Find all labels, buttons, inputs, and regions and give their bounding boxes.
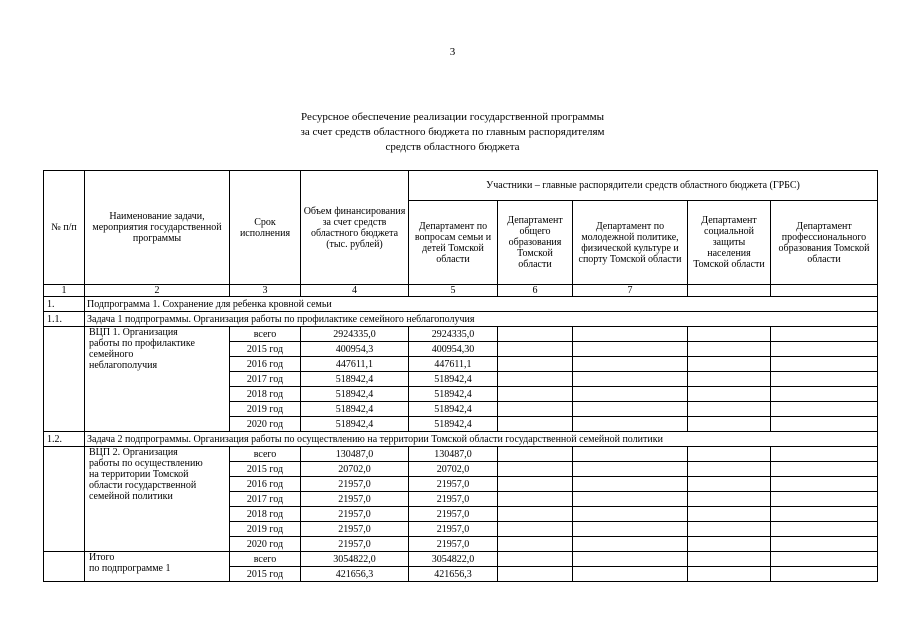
section-title: Подпрограмма 1. Сохранение для ребенка кровной семьи xyxy=(85,297,878,312)
header-participants: Участники – главные распорядители средств областного бюджета (ГРБС) xyxy=(409,171,878,201)
col-index: 1 xyxy=(44,285,85,297)
header-dep-education: Департамент общего образования Томской области xyxy=(498,201,573,285)
volume-cell: 447611,1 xyxy=(301,357,409,372)
page-number: 3 xyxy=(449,46,456,58)
volume-cell: 518942,4 xyxy=(301,417,409,432)
term-cell: всего xyxy=(230,447,301,462)
volume-cell: 130487,0 xyxy=(301,447,409,462)
volume-cell: 3054822,0 xyxy=(301,552,409,567)
dep1-cell: 518942,4 xyxy=(409,387,498,402)
title-line: средств областного бюджета xyxy=(385,141,520,153)
table-row xyxy=(44,552,878,567)
dep1-cell: 518942,4 xyxy=(409,402,498,417)
title-line: Ресурсное обеспечение реализации государственной программы xyxy=(301,111,604,123)
header-volume: Объем финансирования за счет средств областного бюджета (тыс. рублей) xyxy=(301,171,409,285)
section-row xyxy=(44,432,878,447)
section-row xyxy=(44,312,878,327)
term-cell: 2019 год xyxy=(230,402,301,417)
header-num: № п/п xyxy=(44,171,85,285)
section-number: 1. xyxy=(44,297,85,312)
col-index: 3 xyxy=(230,285,301,297)
volume-cell: 518942,4 xyxy=(301,402,409,417)
section-title: Задача 2 подпрограммы. Организация работы по осуществлению на территории Томской области государственной семейной политики xyxy=(85,432,878,447)
dep1-cell: 421656,3 xyxy=(409,567,498,582)
dep1-cell: 518942,4 xyxy=(409,417,498,432)
volume-cell: 20702,0 xyxy=(301,462,409,477)
volume-cell: 21957,0 xyxy=(301,537,409,552)
volume-cell: 518942,4 xyxy=(301,387,409,402)
header-term: Срок исполнения xyxy=(230,171,301,285)
header-dep-family: Департамент по вопросам семьи и детей Томской области xyxy=(409,201,498,285)
term-cell: 2018 год xyxy=(230,387,301,402)
volume-cell: 400954,3 xyxy=(301,342,409,357)
dep1-cell: 400954,30 xyxy=(409,342,498,357)
dep1-cell: 447611,1 xyxy=(409,357,498,372)
dep1-cell: 3054822,0 xyxy=(409,552,498,567)
dep1-cell: 2924335,0 xyxy=(409,327,498,342)
term-cell: 2015 год xyxy=(230,342,301,357)
dep1-cell: 21957,0 xyxy=(409,507,498,522)
table-row xyxy=(44,447,878,462)
term-cell: 2017 год xyxy=(230,492,301,507)
title-line: за счет средств областного бюджета по главным распорядителям xyxy=(300,126,605,138)
dep1-cell: 21957,0 xyxy=(409,522,498,537)
term-cell: 2020 год xyxy=(230,417,301,432)
term-cell: 2019 год xyxy=(230,522,301,537)
volume-cell: 21957,0 xyxy=(301,507,409,522)
dep1-cell: 20702,0 xyxy=(409,462,498,477)
dep1-cell: 21957,0 xyxy=(409,492,498,507)
section-number: 1.1. xyxy=(44,312,85,327)
section-row xyxy=(44,297,878,312)
term-cell: всего xyxy=(230,327,301,342)
section-number: 1.2. xyxy=(44,432,85,447)
term-cell: всего xyxy=(230,552,301,567)
term-cell: 2016 год xyxy=(230,477,301,492)
activity-name: ВЦП 2. Организация работы по осуществлению на территории Томской области государственной семейной политики xyxy=(85,447,230,552)
volume-cell: 518942,4 xyxy=(301,372,409,387)
document-title xyxy=(0,110,905,155)
term-cell: 2016 год xyxy=(230,357,301,372)
volume-cell: 421656,3 xyxy=(301,567,409,582)
col-index: 4 xyxy=(301,285,409,297)
table-row xyxy=(44,327,878,342)
col-index: 7 xyxy=(573,285,688,297)
dep1-cell: 21957,0 xyxy=(409,477,498,492)
volume-cell: 21957,0 xyxy=(301,477,409,492)
volume-cell: 21957,0 xyxy=(301,522,409,537)
term-cell: 2018 год xyxy=(230,507,301,522)
term-cell: 2015 год xyxy=(230,567,301,582)
col-index: 6 xyxy=(498,285,573,297)
volume-cell: 2924335,0 xyxy=(301,327,409,342)
term-cell: 2020 год xyxy=(230,537,301,552)
dep1-cell: 130487,0 xyxy=(409,447,498,462)
section-title: Задача 1 подпрограммы. Организация работы по профилактике семейного неблагополучия xyxy=(85,312,878,327)
volume-cell: 21957,0 xyxy=(301,492,409,507)
column-index-row xyxy=(44,285,878,297)
col-index: 5 xyxy=(409,285,498,297)
term-cell: 2015 год xyxy=(230,462,301,477)
col-index: 2 xyxy=(85,285,230,297)
header-dep-youth: Департамент по молодежной политике, физической культуре и спорту Томской области xyxy=(573,201,688,285)
header-dep-social: Департамент социальной защиты населения Томской области xyxy=(688,201,771,285)
dep1-cell: 21957,0 xyxy=(409,537,498,552)
budget-table xyxy=(43,170,878,582)
header-dep-professional: Департамент профессионального образования Томской области xyxy=(771,201,878,285)
header-name: Наименование задачи, мероприятия государственной программы xyxy=(85,171,230,285)
activity-name: ВЦП 1. Организация работы по профилактике семейного неблагополучия xyxy=(85,327,230,432)
activity-name: Итого по подпрограмме 1 xyxy=(85,552,230,582)
term-cell: 2017 год xyxy=(230,372,301,387)
dep1-cell: 518942,4 xyxy=(409,372,498,387)
